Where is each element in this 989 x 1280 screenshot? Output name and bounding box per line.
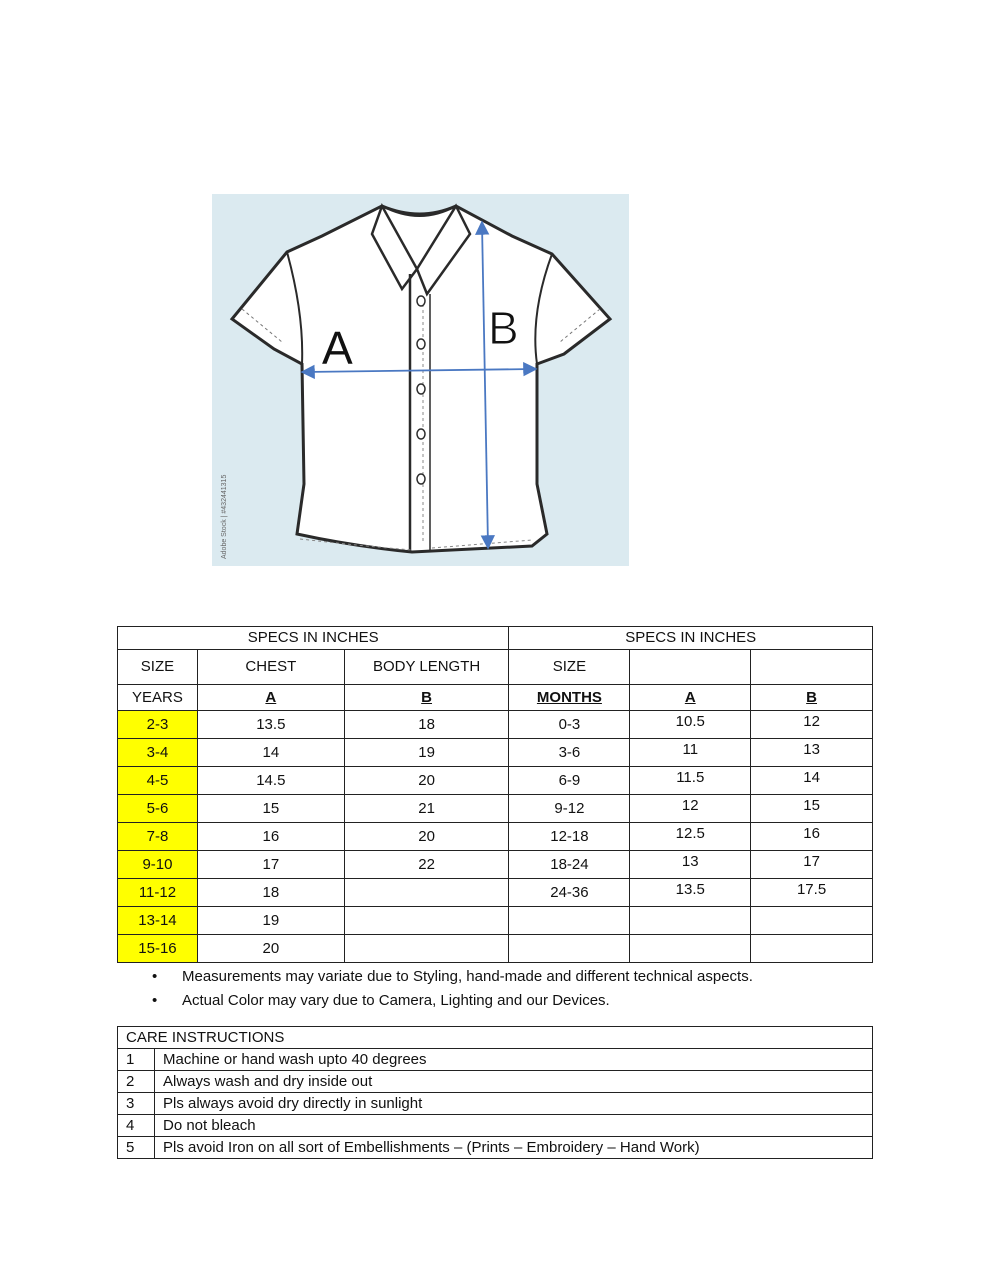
chest-cell: 13.5 [197, 711, 344, 739]
note-text: Actual Color may vary due to Camera, Lighting and our Devices. [182, 992, 610, 1009]
table-row [118, 767, 873, 795]
table-row [118, 823, 873, 851]
month-b-cell: 16 [751, 823, 873, 851]
table-row [118, 851, 873, 879]
month-b-cell: 12 [751, 711, 873, 739]
list-item [152, 965, 753, 989]
chest-cell: 14 [197, 739, 344, 767]
notes-list [152, 965, 753, 1013]
size-years-cell: 7-8 [118, 823, 198, 851]
month-a-cell: 11.5 [630, 767, 751, 795]
header-size: SIZE [118, 650, 198, 685]
month-a-cell: 12.5 [630, 823, 751, 851]
care-text: Pls always avoid dry directly in sunlight [155, 1093, 873, 1115]
header-blank-b [751, 650, 873, 685]
table-row [118, 879, 873, 907]
month-a-cell: 13.5 [630, 879, 751, 907]
month-b-cell: 15 [751, 795, 873, 823]
chest-cell: 18 [197, 879, 344, 907]
spec-rows [118, 711, 873, 963]
chest-cell: 16 [197, 823, 344, 851]
left-title: SPECS IN INCHES [118, 627, 509, 650]
month-a-cell: 11 [630, 739, 751, 767]
month-b-cell: 13 [751, 739, 873, 767]
size-years-cell: 5-6 [118, 795, 198, 823]
care-text: Always wash and dry inside out [155, 1071, 873, 1093]
month-b-cell: 14 [751, 767, 873, 795]
label-b: B [488, 302, 519, 354]
month-a-cell [630, 935, 751, 963]
chest-cell: 17 [197, 851, 344, 879]
size-years-cell: 13-14 [118, 907, 198, 935]
table-row [118, 935, 873, 963]
body-length-cell [344, 907, 509, 935]
month-a-cell: 13 [630, 851, 751, 879]
body-length-cell: 20 [344, 767, 509, 795]
body-length-cell [344, 879, 509, 907]
body-length-cell: 22 [344, 851, 509, 879]
header-chest: CHEST [197, 650, 344, 685]
care-number: 5 [118, 1137, 155, 1159]
body-length-cell: 21 [344, 795, 509, 823]
size-months-cell: 9-12 [509, 795, 630, 823]
right-title: SPECS IN INCHES [509, 627, 873, 650]
body-length-cell [344, 935, 509, 963]
shirt-icon [212, 194, 629, 566]
care-number: 3 [118, 1093, 155, 1115]
size-years-cell: 3-4 [118, 739, 198, 767]
table-row [118, 1049, 873, 1071]
body-length-cell: 20 [344, 823, 509, 851]
month-b-cell: 17.5 [751, 879, 873, 907]
size-months-cell: 6-9 [509, 767, 630, 795]
body-length-cell: 19 [344, 739, 509, 767]
unit-years: YEARS [118, 685, 198, 711]
table-row [118, 1093, 873, 1115]
header-body-length: BODY LENGTH [344, 650, 509, 685]
table-row [118, 739, 873, 767]
bullet-icon: • [152, 968, 158, 985]
size-months-cell [509, 907, 630, 935]
unit-b: B [344, 685, 509, 711]
watermark: Adobe Stock | #432441315 [221, 474, 228, 559]
unit-month-a: A [630, 685, 751, 711]
column-header-row [118, 650, 873, 685]
month-a-cell: 12 [630, 795, 751, 823]
table-row [118, 1071, 873, 1093]
care-number: 1 [118, 1049, 155, 1071]
size-months-cell: 24-36 [509, 879, 630, 907]
chest-cell: 20 [197, 935, 344, 963]
chest-cell: 19 [197, 907, 344, 935]
header-blank-a [630, 650, 751, 685]
month-b-cell [751, 907, 873, 935]
bullet-icon: • [152, 992, 158, 1009]
chest-cell: 14.5 [197, 767, 344, 795]
body-length-cell: 18 [344, 711, 509, 739]
table-header-row [118, 627, 873, 650]
size-months-cell: 18-24 [509, 851, 630, 879]
unit-month-b: B [751, 685, 873, 711]
table-row [118, 1137, 873, 1159]
units-row [118, 685, 873, 711]
care-number: 2 [118, 1071, 155, 1093]
size-years-cell: 4-5 [118, 767, 198, 795]
care-number: 4 [118, 1115, 155, 1137]
table-row [118, 907, 873, 935]
unit-months: MONTHS [509, 685, 630, 711]
size-months-cell [509, 935, 630, 963]
chest-cell: 15 [197, 795, 344, 823]
unit-a: A [197, 685, 344, 711]
size-months-cell: 12-18 [509, 823, 630, 851]
header-size-months: SIZE [509, 650, 630, 685]
size-years-cell: 2-3 [118, 711, 198, 739]
care-title: CARE INSTRUCTIONS [118, 1027, 873, 1049]
care-title-row [118, 1027, 873, 1049]
table-row [118, 1115, 873, 1137]
size-months-cell: 3-6 [509, 739, 630, 767]
note-text: Measurements may variate due to Styling, hand-made and different technical aspects. [182, 968, 753, 985]
month-a-cell [630, 907, 751, 935]
month-b-cell: 17 [751, 851, 873, 879]
shirt-measurement-illustration [212, 194, 629, 566]
label-a: A [322, 322, 353, 374]
size-years-cell: 9-10 [118, 851, 198, 879]
table-row [118, 711, 873, 739]
list-item [152, 989, 753, 1013]
month-b-cell [751, 935, 873, 963]
size-years-cell: 15-16 [118, 935, 198, 963]
month-a-cell: 10.5 [630, 711, 751, 739]
size-months-cell: 0-3 [509, 711, 630, 739]
care-instructions-table [117, 1026, 873, 1159]
size-years-cell: 11-12 [118, 879, 198, 907]
care-rows [118, 1049, 873, 1159]
table-row [118, 795, 873, 823]
care-text: Pls avoid Iron on all sort of Embellishments – (Prints – Embroidery – Hand Work) [155, 1137, 873, 1159]
care-text: Machine or hand wash upto 40 degrees [155, 1049, 873, 1071]
care-text: Do not bleach [155, 1115, 873, 1137]
specs-table [117, 626, 873, 963]
